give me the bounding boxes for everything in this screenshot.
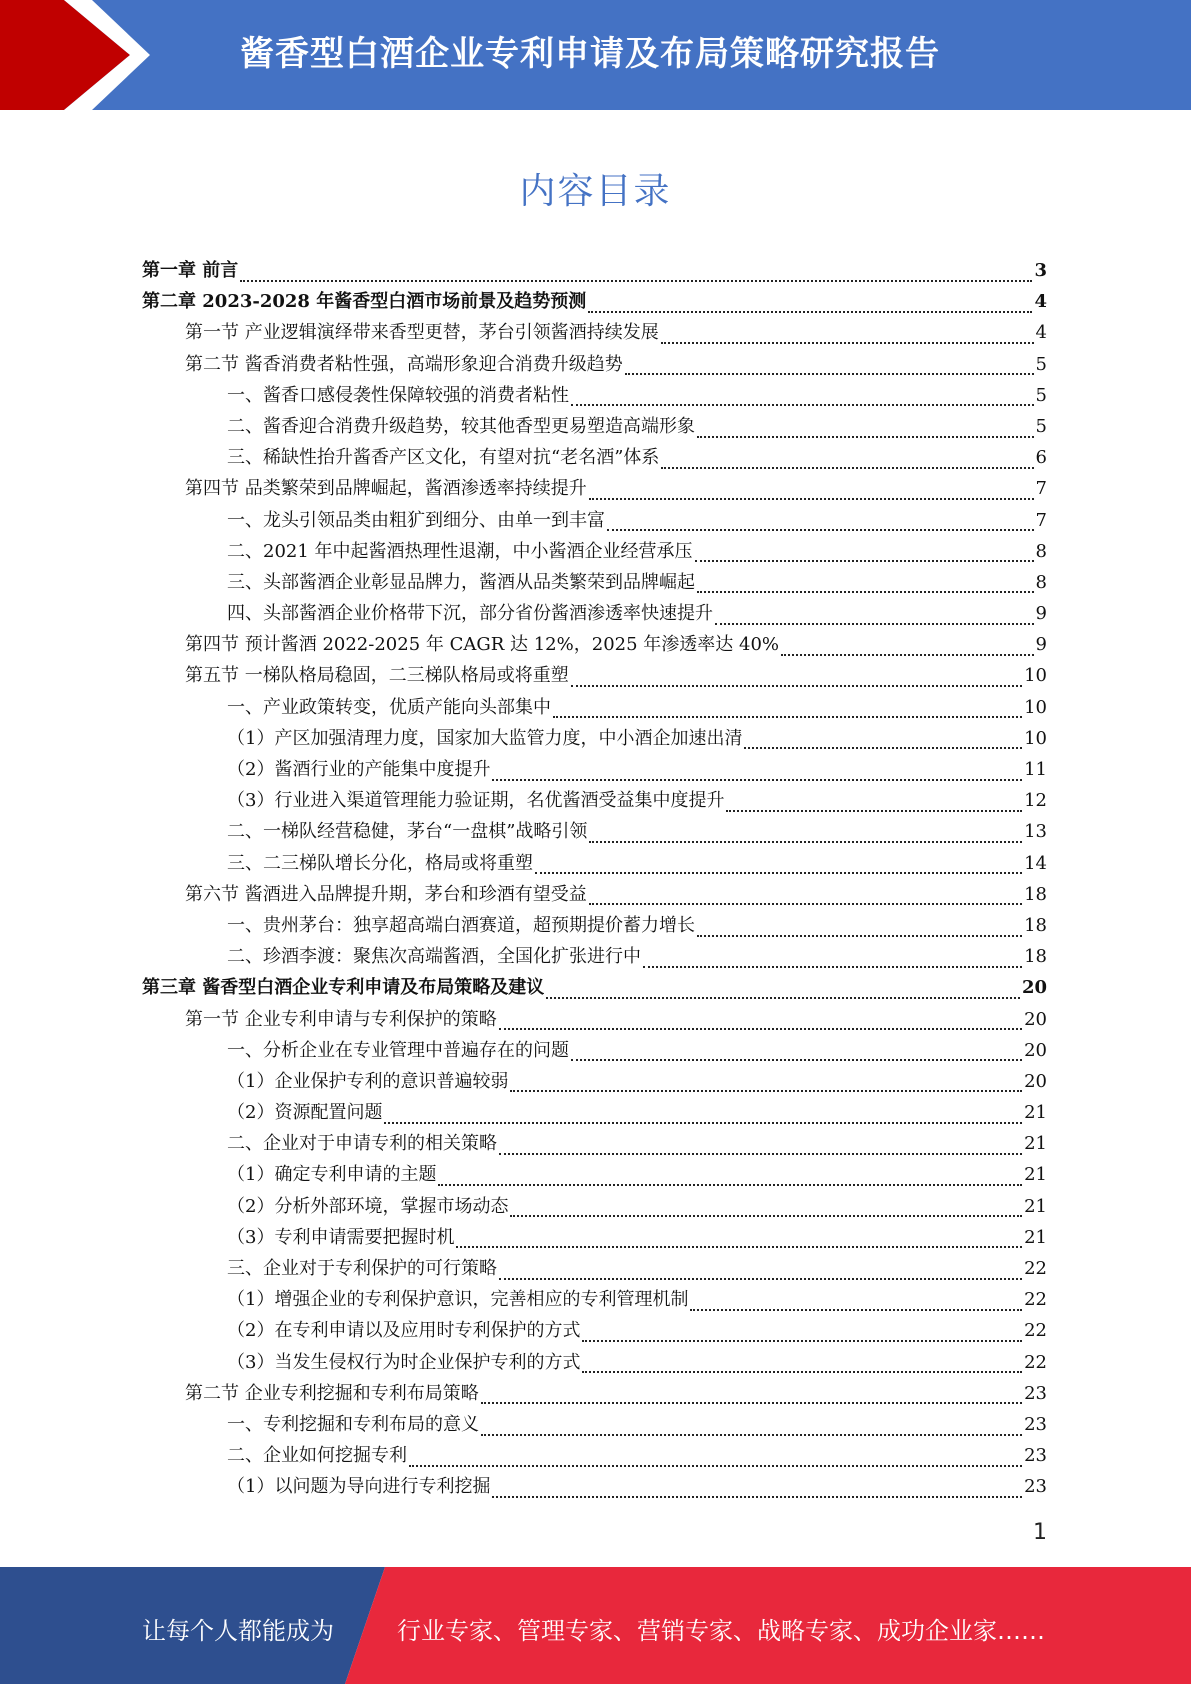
toc-dot-leader <box>690 1307 1022 1311</box>
toc-entry[interactable] <box>142 1222 1047 1253</box>
toc-entry-title: 二、2021 年中起酱酒热理性退潮，中小酱酒企业经营承压 <box>227 540 693 562</box>
toc-entry[interactable] <box>142 1253 1047 1284</box>
toc-dot-leader <box>438 1182 1022 1186</box>
toc-entry[interactable] <box>142 785 1047 816</box>
toc-entry-title: 一、产业政策转变，优质产能向头部集中 <box>227 696 551 718</box>
toc-entry-title: 二、企业对于申请专利的相关策略 <box>227 1133 497 1155</box>
toc-entry-title: 第四节 品类繁荣到品牌崛起，酱酒渗透率持续提升 <box>185 478 587 500</box>
toc-entry-page: 23 <box>1024 1382 1047 1404</box>
toc-entry-page: 18 <box>1024 914 1047 936</box>
toc-entry[interactable] <box>142 1159 1047 1190</box>
toc-entry[interactable] <box>142 1315 1047 1346</box>
toc-entry-title: （1）企业保护专利的意识普遍较弱 <box>227 1070 509 1092</box>
toc-entry[interactable] <box>142 692 1047 723</box>
toc-entry-page: 7 <box>1035 509 1047 531</box>
toc-dot-leader <box>481 1400 1022 1404</box>
toc-dot-leader <box>781 652 1034 656</box>
toc-entry-page: 10 <box>1024 665 1047 687</box>
toc-entry[interactable] <box>142 598 1047 629</box>
toc-dot-leader <box>715 621 1034 625</box>
toc-entry-title: （3）专利申请需要把握时机 <box>227 1226 455 1248</box>
toc-dot-leader <box>726 808 1022 812</box>
toc-dot-leader <box>409 1463 1022 1467</box>
toc-entry[interactable] <box>142 972 1047 1003</box>
toc-entry[interactable] <box>142 536 1047 567</box>
toc-entry[interactable] <box>142 473 1047 504</box>
toc-dot-leader <box>589 839 1022 843</box>
toc-entry[interactable] <box>142 1097 1047 1128</box>
toc-entry-title: 第六节 酱酒进入品牌提升期，茅台和珍酒有望受益 <box>185 883 587 905</box>
footer-slogan-left: 让每个人都能成为 <box>142 1617 334 1645</box>
report-title: 酱香型白酒企业专利申请及布局策略研究报告 <box>240 34 940 74</box>
toc-dot-leader <box>571 402 1034 406</box>
toc-entry[interactable] <box>142 1191 1047 1222</box>
toc-entry-title: 一、贵州茅台：独享超高端白酒赛道，超预期提价蓄力增长 <box>227 914 695 936</box>
toc-entry-title: 二、企业如何挖掘专利 <box>227 1445 407 1467</box>
toc-entry-title: 第一章 前言 <box>142 260 239 281</box>
toc-entry[interactable] <box>142 660 1047 691</box>
toc-entry[interactable] <box>142 1128 1047 1159</box>
toc-dot-leader <box>697 434 1034 438</box>
toc-entry-page: 21 <box>1024 1102 1047 1124</box>
toc-entry-page: 3 <box>1034 260 1047 281</box>
toc-entry-page: 18 <box>1024 946 1047 968</box>
toc-entry[interactable] <box>142 941 1047 972</box>
toc-entry[interactable] <box>142 1440 1047 1471</box>
toc-entry-title: 第一节 企业专利申请与专利保护的策略 <box>185 1008 497 1030</box>
toc-dot-leader <box>582 1369 1022 1373</box>
toc-entry-page: 13 <box>1024 821 1047 843</box>
toc-entry-page: 21 <box>1024 1133 1047 1155</box>
toc-dot-leader <box>625 371 1034 375</box>
toc-entry-title: （2）分析外部环境，掌握市场动态 <box>227 1195 509 1217</box>
toc-dot-leader <box>695 558 1034 562</box>
toc-dot-leader <box>499 1276 1022 1280</box>
toc-entry-title: （3）当发生侵权行为时企业保护专利的方式 <box>227 1351 581 1373</box>
toc-entry[interactable] <box>142 723 1047 754</box>
toc-entry-title: （1）确定专利申请的主题 <box>227 1164 437 1186</box>
toc-entry-title: 三、企业对于专利保护的可行策略 <box>227 1258 497 1279</box>
toc-entry-title: （2）资源配置问题 <box>227 1102 383 1124</box>
toc-entry-title: （1）增强企业的专利保护意识，完善相应的专利管理机制 <box>227 1289 689 1311</box>
toc-entry[interactable] <box>142 629 1047 660</box>
toc-entry-page: 20 <box>1024 1008 1047 1030</box>
toc-entry-page: 20 <box>1021 977 1047 999</box>
toc-entry[interactable] <box>142 411 1047 442</box>
toc-entry-page: 14 <box>1024 852 1047 874</box>
toc-entry-title: 四、头部酱酒企业价格带下沉，部分省份酱酒渗透率快速提升 <box>227 603 713 625</box>
toc-entry[interactable] <box>142 317 1047 348</box>
toc-entry[interactable] <box>142 1066 1047 1097</box>
toc-entry-page: 10 <box>1024 696 1047 718</box>
toc-dot-leader <box>589 901 1022 905</box>
toc-dot-leader <box>589 496 1034 500</box>
toc-dot-leader <box>697 933 1022 937</box>
toc-dot-leader <box>456 1244 1022 1248</box>
toc-entry-title: 第二节 酱香消费者粘性强，高端形象迎合消费升级趋势 <box>185 353 623 375</box>
toc-entry[interactable] <box>142 879 1047 910</box>
toc-entry-title: 一、酱香口感侵袭性保障较强的消费者粘性 <box>227 384 569 406</box>
toc-entry[interactable] <box>142 1004 1047 1035</box>
toc-entry-title: 一、分析企业在专业管理中普遍存在的问题 <box>227 1039 569 1061</box>
toc-entry-title: 第二章 2023-2028 年酱香型白酒市场前景及趋势预测 <box>142 291 587 313</box>
toc-entry-title: 一、龙头引领品类由粗犷到细分、由单一到丰富 <box>227 509 605 531</box>
toc-entry-page: 20 <box>1024 1070 1047 1092</box>
toc-entry[interactable] <box>142 754 1047 785</box>
toc-entry-page: 5 <box>1035 384 1047 406</box>
toc-dot-leader <box>510 1213 1022 1217</box>
table-of-contents <box>142 255 1047 1503</box>
toc-entry-title: 三、稀缺性抬升酱香产区文化，有望对抗“老名酒”体系 <box>227 447 660 469</box>
toc-dot-leader <box>607 527 1034 531</box>
toc-entry-title: 二、珍酒李渡：聚焦次高端酱酒，全国化扩张进行中 <box>227 946 641 968</box>
toc-entry-title: （2）酱酒行业的产能集中度提升 <box>227 759 491 780</box>
toc-entry-page: 11 <box>1024 759 1047 780</box>
toc-entry[interactable] <box>142 910 1047 941</box>
toc-dot-leader <box>571 683 1022 687</box>
toc-entry[interactable] <box>142 1284 1047 1315</box>
toc-dot-leader <box>535 870 1022 874</box>
toc-entry-page: 10 <box>1024 727 1047 749</box>
toc-entry-title: （2）在专利申请以及应用时专利保护的方式 <box>227 1320 581 1342</box>
toc-entry-title: 三、二三梯队增长分化，格局或将重塑 <box>227 852 533 874</box>
toc-entry[interactable] <box>142 1471 1047 1502</box>
toc-heading: 内容目录 <box>519 171 672 212</box>
toc-entry-title: 三、头部酱酒企业彰显品牌力，酱酒从品类繁荣到品牌崛起 <box>227 571 695 593</box>
toc-entry-title: 第一节 产业逻辑演绎带来香型更替，茅台引领酱酒持续发展 <box>185 322 659 344</box>
toc-entry-page: 21 <box>1024 1226 1047 1248</box>
toc-dot-leader <box>384 1120 1022 1124</box>
toc-dot-leader <box>744 745 1022 749</box>
toc-entry-page: 4 <box>1035 322 1047 344</box>
footer-banner <box>0 1567 1191 1684</box>
footer-slogan-right: 行业专家、管理专家、营销专家、战略专家、成功企业家…… <box>397 1617 1045 1645</box>
toc-entry-page: 21 <box>1024 1164 1047 1186</box>
toc-dot-leader <box>643 964 1022 968</box>
toc-entry-page: 7 <box>1035 478 1047 500</box>
toc-entry-page: 12 <box>1024 790 1047 812</box>
toc-dot-leader <box>492 777 1022 781</box>
header-banner <box>0 0 1191 110</box>
toc-entry-title: 第二节 企业专利挖掘和专利布局策略 <box>185 1382 479 1404</box>
toc-entry-page: 21 <box>1024 1195 1047 1217</box>
toc-entry[interactable] <box>142 380 1047 411</box>
toc-dot-leader <box>571 1057 1022 1061</box>
toc-entry-title: 第三章 酱香型白酒企业专利申请及布局策略及建议 <box>142 977 545 999</box>
toc-entry[interactable] <box>142 816 1047 847</box>
toc-entry[interactable] <box>142 349 1047 380</box>
toc-entry-title: 第五节 一梯队格局稳固，二三梯队格局或将重塑 <box>185 665 569 687</box>
toc-entry-title: 二、酱香迎合消费升级趋势，较其他香型更易塑造高端形象 <box>227 415 695 437</box>
page-number: 1 <box>1033 1520 1047 1545</box>
toc-entry[interactable] <box>142 1378 1047 1409</box>
toc-entry-page: 5 <box>1035 415 1047 437</box>
toc-entry[interactable] <box>142 848 1047 879</box>
toc-entry-page: 9 <box>1035 634 1047 656</box>
toc-dot-leader <box>661 340 1034 344</box>
toc-entry-page: 9 <box>1035 603 1047 625</box>
toc-dot-leader <box>661 465 1033 469</box>
toc-dot-leader <box>546 995 1020 999</box>
toc-entry[interactable] <box>142 1347 1047 1378</box>
toc-dot-leader <box>499 1151 1022 1155</box>
toc-dot-leader <box>492 1494 1022 1498</box>
toc-entry-page: 8 <box>1035 540 1047 562</box>
toc-entry-title: 二、一梯队经营稳健，茅台“一盘棋”战略引领 <box>227 821 588 843</box>
toc-entry[interactable] <box>142 255 1047 286</box>
toc-entry[interactable] <box>142 505 1047 536</box>
toc-entry-page: 6 <box>1035 447 1047 469</box>
toc-entry-title: （1）以问题为导向进行专利挖掘 <box>227 1476 491 1498</box>
toc-entry-page: 22 <box>1024 1258 1047 1279</box>
toc-dot-leader <box>481 1432 1022 1436</box>
toc-entry-page: 23 <box>1024 1445 1047 1467</box>
toc-entry-title: 一、专利挖掘和专利布局的意义 <box>227 1413 479 1435</box>
toc-dot-leader <box>697 589 1034 593</box>
toc-entry-page: 23 <box>1024 1413 1047 1435</box>
toc-entry-page: 8 <box>1035 571 1047 593</box>
toc-entry-page: 18 <box>1024 883 1047 905</box>
toc-entry-page: 22 <box>1024 1320 1047 1342</box>
toc-entry-page: 20 <box>1024 1039 1047 1061</box>
toc-entry[interactable] <box>142 442 1047 473</box>
toc-entry[interactable] <box>142 286 1047 317</box>
toc-entry-title: （1）产区加强清理力度，国家加大监管力度，中小酒企加速出清 <box>227 727 743 749</box>
toc-entry[interactable] <box>142 1035 1047 1066</box>
toc-dot-leader <box>588 309 1032 313</box>
toc-dot-leader <box>240 278 1032 282</box>
toc-entry-page: 23 <box>1024 1476 1047 1498</box>
toc-entry[interactable] <box>142 567 1047 598</box>
toc-dot-leader <box>582 1338 1022 1342</box>
toc-entry-page: 22 <box>1024 1289 1047 1311</box>
toc-dot-leader <box>553 714 1022 718</box>
toc-entry-title: （3）行业进入渠道管理能力验证期，名优酱酒受益集中度提升 <box>227 790 725 812</box>
toc-entry-page: 5 <box>1035 353 1047 375</box>
toc-entry-title: 第四节 预计酱酒 2022-2025 年 CAGR 达 12%，2025 年渗透率达 40% <box>185 634 779 656</box>
toc-dot-leader <box>499 1026 1022 1030</box>
toc-entry[interactable] <box>142 1409 1047 1440</box>
toc-entry-page: 22 <box>1024 1351 1047 1373</box>
toc-entry-page: 4 <box>1034 291 1047 313</box>
toc-dot-leader <box>510 1088 1022 1092</box>
